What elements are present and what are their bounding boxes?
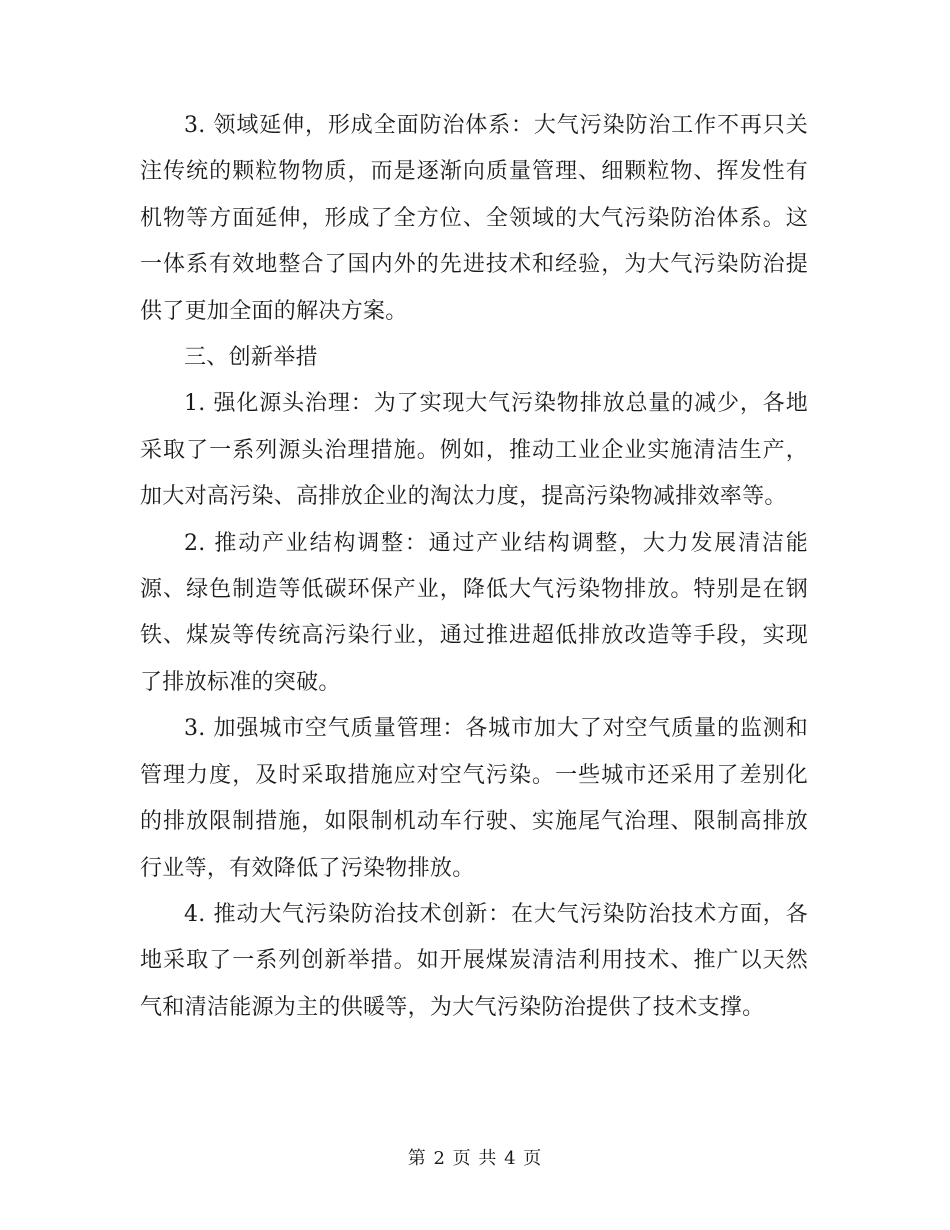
paragraph-technology-innovation: 4. 推动大气污染防治技术创新：在大气污染防治技术方面，各地采取了一系列创新举措。如开展煤炭清洁利用技术、推广以天然气和清洁能源为主的供暖等，为大气污染防治提供了技术支撑。 xyxy=(140,901,808,1020)
paragraph-domain-extension: 3. 领域延伸，形成全面防治体系：大气污染防治工作不再只关注传统的颗粒物物质，而是逐渐向质量管理、细颗粒物、挥发性有机物等方面延伸，形成了全方位、全领域的大气污染防治体系。这一体系有效地整合了国内外的先进技术和经验，为大气污染防治提供了更加全面的解决方案。 xyxy=(140,113,808,324)
paragraph-source-control: 1. 强化源头治理：为了实现大气污染物排放总量的减少，各地采取了一系列源头治理措施。例如，推动工业企业实施清洁生产，加大对高污染、高排放企业的淘汰力度，提高污染物减排效率等。 xyxy=(140,391,808,510)
paragraph-urban-air-quality: 3. 加强城市空气质量管理：各城市加大了对空气质量的监测和管理力度，及时采取措施应对空气污染。一些城市还采用了差别化的排放限制措施，如限制机动车行驶、实施尾气治理、限制高排放行业等，有效降低了污染物排放。 xyxy=(140,716,808,881)
section-heading-innovation: 三、创新举措 xyxy=(184,345,318,371)
paragraph-industrial-restructuring: 2. 推动产业结构调整：通过产业结构调整，大力发展清洁能源、绿色制造等低碳环保产业，降低大气污染物排放。特别是在钢铁、煤炭等传统高污染行业，通过推进超低排放改造等手段，实现了排放标准的突破。 xyxy=(140,530,808,695)
page-number-footer: 第 2 页 共 4 页 xyxy=(407,1148,543,1169)
document-body xyxy=(140,103,808,1031)
